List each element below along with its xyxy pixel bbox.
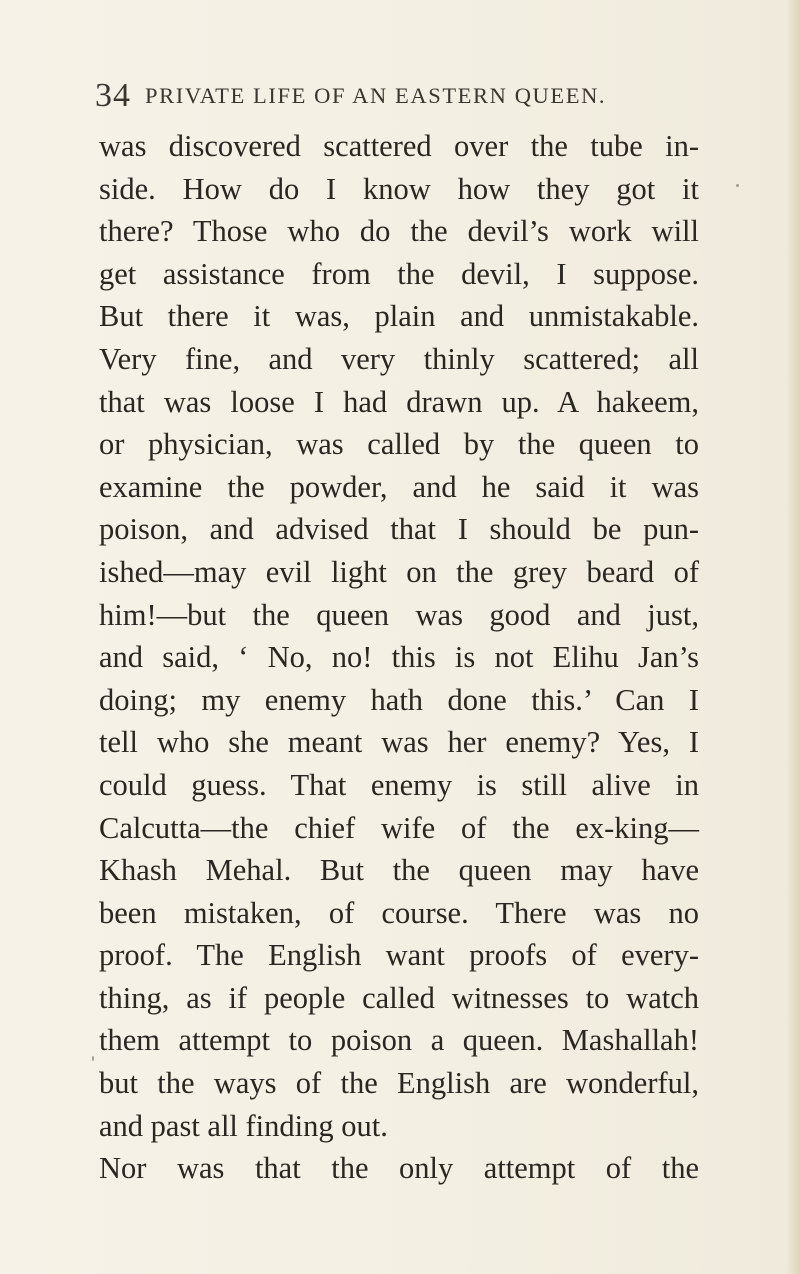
text-line: could guess. That enemy is still alive in (99, 767, 699, 802)
page-edge-shadow (786, 0, 800, 1274)
text-line: that was loose I had drawn up. A hakeem, (99, 384, 699, 419)
text-line: thing, as if people called witnesses to watch (99, 980, 699, 1015)
text-line: ished—may evil light on the grey beard of (99, 554, 699, 589)
running-head: PRIVATE LIFE OF AN EASTERN QUEEN. (145, 83, 607, 108)
page-header (95, 74, 695, 118)
text-line: there? Those who do the devil’s work will (99, 214, 699, 249)
page-number: 34 (95, 77, 131, 114)
text-line: examine the powder, and he said it was (99, 469, 699, 504)
text-line: or physician, was called by the queen to (99, 427, 699, 462)
text-line: doing; my enemy hath done this.’ Can I (99, 682, 699, 717)
text-line: get assistance from the devil, I suppose. (99, 256, 699, 291)
text-line: side. How do I know how they got it (99, 171, 699, 206)
text-line: Nor was that the only attempt of the (99, 1151, 699, 1186)
text-line: and past all finding out. (99, 1108, 388, 1143)
text-line: proof. The English want proofs of every- (99, 938, 699, 973)
text-line: and said, ‘ No, no! this is not Elihu Jan’s (99, 640, 699, 675)
text-line: been mistaken, of course. There was no (99, 895, 699, 930)
text-line: them attempt to poison a queen. Mashallah! (99, 1023, 699, 1058)
text-line: tell who she meant was her enemy? Yes, I (99, 725, 699, 760)
body-text (99, 125, 699, 1190)
text-line: was discovered scattered over the tube in- (99, 129, 699, 163)
text-line: Khash Mehal. But the queen may have (99, 853, 699, 888)
text-line: him!—but the queen was good and just, (99, 597, 699, 632)
text-line: But there it was, plain and unmistakable. (99, 299, 699, 334)
paper-speck (736, 184, 739, 187)
text-line: poison, and advised that I should be pun- (99, 512, 699, 547)
text-line: but the ways of the English are wonderful, (99, 1066, 699, 1101)
paper-speck (92, 1056, 94, 1061)
text-line: Very fine, and very thinly scattered; all (99, 341, 699, 376)
text-line: Calcutta—the chief wife of the ex-king— (99, 810, 699, 845)
